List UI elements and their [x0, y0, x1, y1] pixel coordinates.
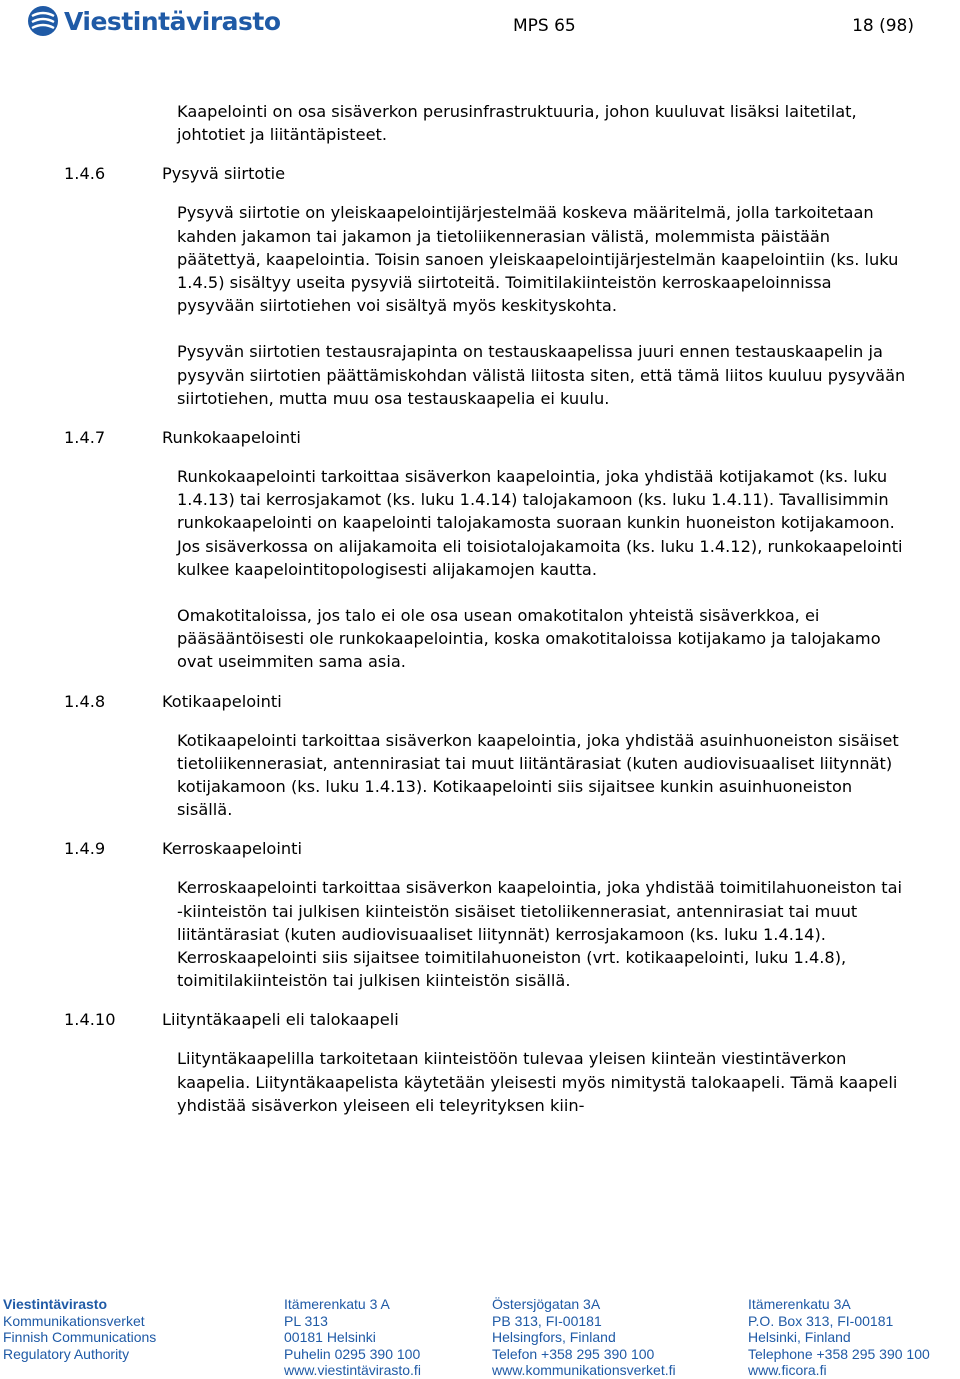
document-code: MPS 65 [513, 16, 576, 36]
section-number: 1.4.10 [64, 1010, 116, 1030]
footer-line: P.O. Box 313, FI-00181 [748, 1312, 894, 1329]
section-number: 1.4.9 [64, 839, 106, 859]
logo [26, 4, 281, 38]
footer-line: 00181 Helsinki [284, 1329, 376, 1345]
footer-column-swedish [492, 1296, 676, 1379]
section-title: Kerroskaapelointi [162, 839, 302, 859]
paragraph: Runkokaapelointi tarkoittaa sisäverkon kaapelointia, joka yhdistää kotijakamot (ks. luku 1.4.13) tai kerrosjakamot (ks. luku 1.4.14) talojakamoon (ks. luku 1.4.11). Tavallisimmin runkokaapelointi on kaapelointi talojakamosta suoraan kunkin huoneiston kotijakamoon. Jos sisäverkossa on alijakamoita eli toisiotalojakamoita (ks. luku 1.4.12), runkokaapelointi kulkee kaapelointitopologisesti alijakamojen kautta. [177, 467, 903, 579]
footer-line: Telefon +358 295 390 100 [492, 1345, 655, 1362]
footer-column-english [748, 1296, 930, 1379]
paragraph: Kerroskaapelointi tarkoittaa sisäverkon kaapelointia, joka yhdistää toimitilahuoneiston tai -kiinteistön tai julkisen kiinteistön sisäiset tietoliikennerasiat, antennirasiat tai muut liitäntärasiat (kuten audiovisuaaliset liitynnät) kerrosjakamoon (ks. luku 1.4.14). Kerroskaapelointi siis sijaitsee toimitilahuoneiston (vrt. kotikaapelointi, luku 1.4.8), toimitilakiinteistön tai julkisen kiinteistön sisällä. [177, 878, 903, 991]
viestintavirasto-logo-icon [26, 4, 60, 38]
logo-text: Viestintävirasto [64, 6, 281, 36]
document-body [0, 100, 960, 1117]
section-title: Pysyvä siirtotie [162, 164, 286, 184]
footer-website-link[interactable]: www.viestintävirasto.fi [284, 1362, 421, 1378]
footer-column-agency [3, 1296, 156, 1362]
footer-line: Telephone +358 295 390 100 [748, 1345, 930, 1362]
footer-line: Helsinki, Finland [748, 1329, 851, 1345]
section-heading [0, 162, 960, 185]
intro-paragraph: Kaapelointi on osa sisäverkon perusinfrastruktuuria, johon kuuluvat lisäksi laitetilat, johtotiet ja liitäntäpisteet. [177, 102, 857, 145]
footer-website-link[interactable]: www.kommunikationsverket.fi [492, 1362, 676, 1378]
paragraph: Kotikaapelointi tarkoittaa sisäverkon kaapelointia, joka yhdistää asuinhuoneiston sisäiset tietoliikennerasiat, antennirasiat tai muut liitäntärasiat (kuten audiovisuaaliset liitynnät) kotijakamoon (ks. luku 1.4.13). Kotikaapelointi siis sijaitsee kunkin asuinhuoneiston sisällä. [177, 730, 899, 820]
page-number: 18 (98) [852, 16, 914, 36]
section-heading [0, 690, 960, 713]
paragraph: Pysyvä siirtotie on yleiskaapelointijärjestelmää koskeva määritelmä, jolla tarkoitetaan kahden jakamon tai jakamon ja tietoliikennerasian välistä, molemmista päistään päätettyä, kaapelointia. Toisin sanoen yleiskaapelointijärjestelmän kaapelointiin (ks. luku 1.4.5) sisältyy useita pysyviä siirtoteitä. Toimitilakiinteistön kerroskaapeloinnissa pysyvään siirtotiehen voi sisältyä myös keskityskohta. [177, 203, 899, 316]
section-title: Kotikaapelointi [162, 691, 282, 711]
footer-line: Östersjögatan 3A [492, 1296, 601, 1312]
footer-line: PB 313, FI-00181 [492, 1312, 602, 1329]
footer-line: Finnish Communications [3, 1329, 157, 1345]
footer-line: Puhelin 0295 390 100 [284, 1345, 421, 1362]
section-heading [0, 1008, 960, 1031]
section-number: 1.4.7 [64, 428, 106, 448]
section-title: Runkokaapelointi [162, 428, 301, 448]
paragraph: Omakotitaloissa, jos talo ei ole osa usean omakotitalon yhteistä sisäverkkoa, ei pääsääntöisesti ole runkokaapelointia, koska omakotitaloissa kotijakamo ja talojakamo ovat useimmiten sama asia. [177, 606, 881, 672]
footer-line: Regulatory Authority [3, 1345, 130, 1362]
section-heading [0, 837, 960, 860]
footer-line: Kommunikationsverket [3, 1312, 145, 1329]
paragraph: Liityntäkaapelilla tarkoitetaan kiinteistöön tulevaa yleisen kiinteän viestintäverkon kaapelia. Liityntäkaapelista käytetään yleisesti myös nimitystä talokaapeli. Tämä kaapeli yhdistää sisäverkon yleiseen eli teleyrityksen kiin- [177, 1049, 898, 1115]
section-number: 1.4.8 [64, 691, 106, 711]
footer-line: Itämerenkatu 3A [748, 1296, 851, 1312]
footer-column-finnish [284, 1296, 421, 1379]
footer-line: PL 313 [284, 1312, 328, 1329]
paragraph: Pysyvän siirtotien testausrajapinta on testauskaapelissa juuri ennen testauskaapelin ja pysyvän siirtotien päättämiskohdan välistä liitosta siten, että tämä liitos kuuluu pysyvään siirtotiehen, mutta muu osa testauskaapelia ei kuulu. [177, 342, 906, 408]
section-title: Liityntäkaapeli eli talokaapeli [162, 1010, 399, 1030]
page-header [0, 0, 960, 50]
footer-website-link[interactable]: www.ficora.fi [748, 1362, 827, 1378]
footer-line: Helsingfors, Finland [492, 1329, 616, 1345]
footer-agency-name: Viestintävirasto [3, 1296, 108, 1312]
section-heading [0, 426, 960, 449]
section-number: 1.4.6 [64, 164, 106, 184]
footer-line: Itämerenkatu 3 A [284, 1296, 390, 1312]
